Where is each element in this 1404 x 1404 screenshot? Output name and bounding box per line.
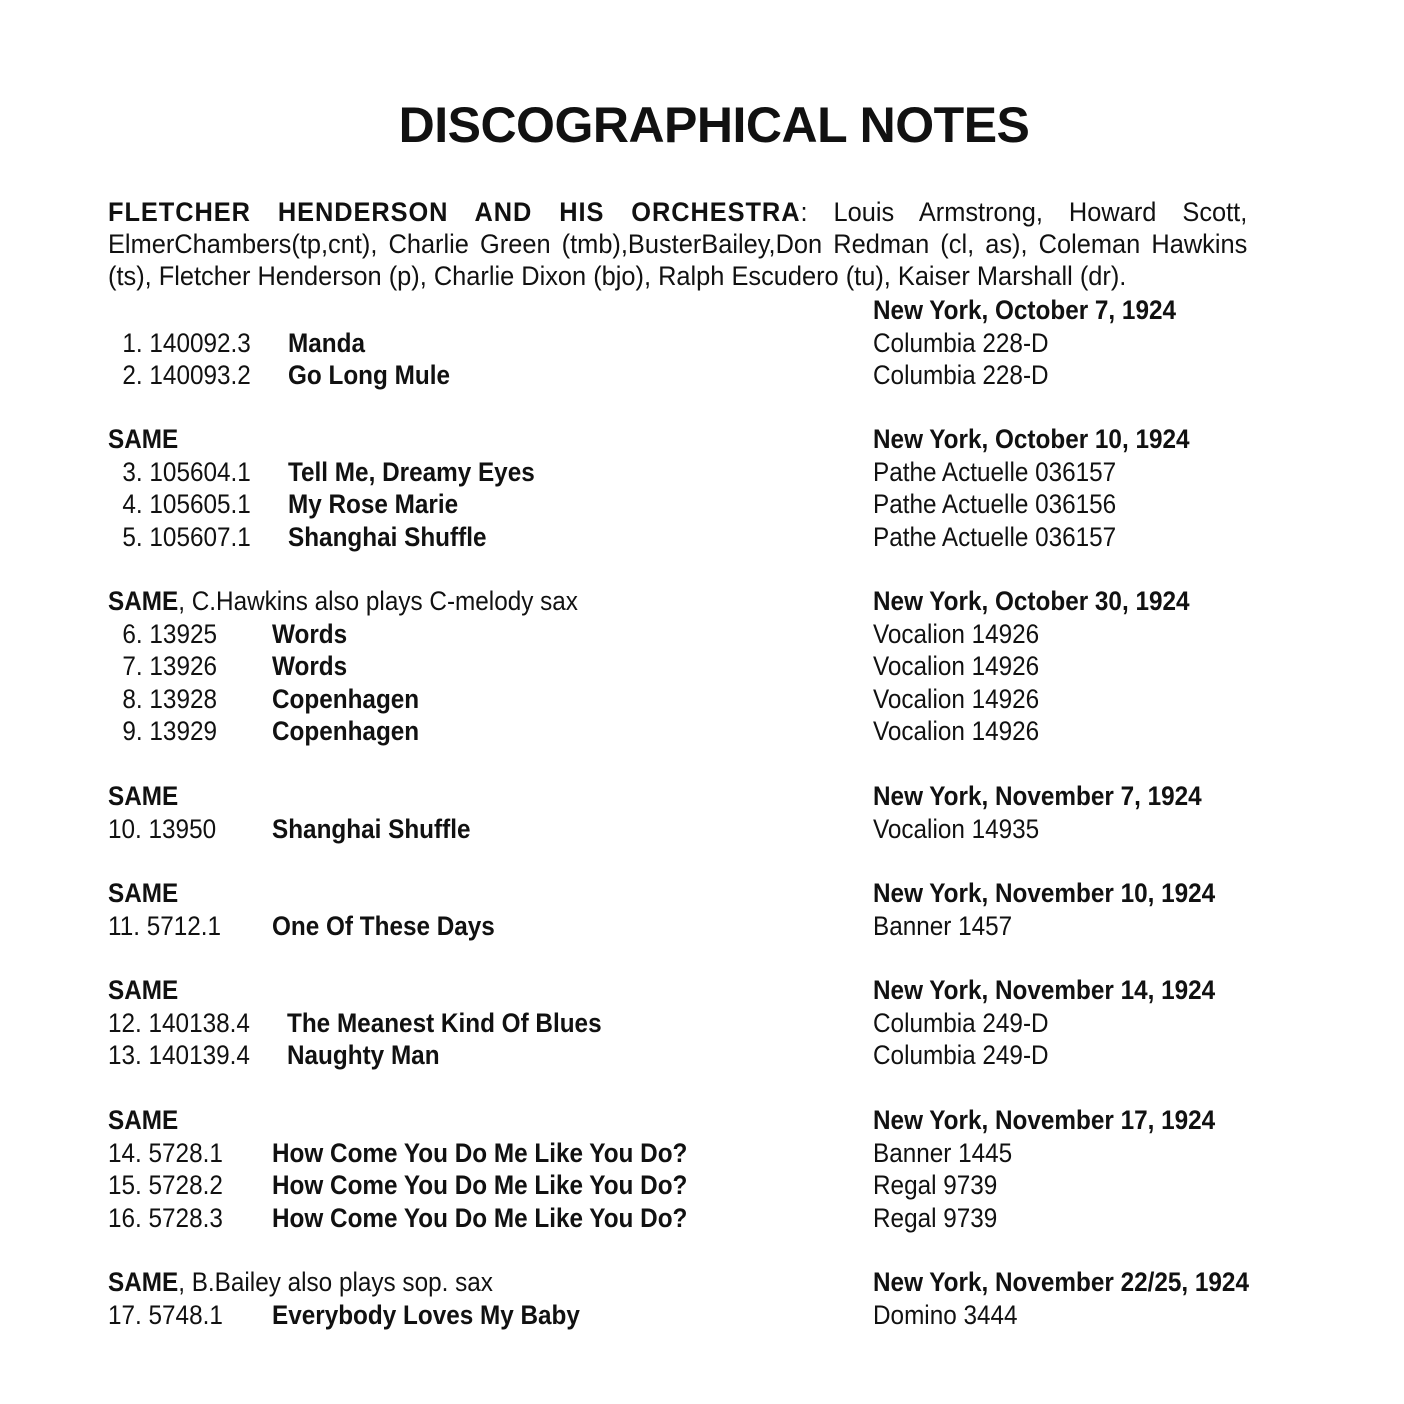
track-matrix-number: 3. 105604.1 [122,456,251,487]
track-row [0,715,1404,748]
track-row [0,456,1404,489]
track-matrix-number: 6. 13925 [122,618,217,649]
track-matrix-number: 11. 5712.1 [108,910,222,941]
track-entry [108,1202,738,1234]
track-title: Copenhagen [271,683,420,714]
session-header [0,877,1404,910]
track-issue: Pathe Actuelle 036156 [873,489,1117,519]
track-title: One Of These Days [271,910,495,941]
personnel-list: : Louis Armstrong, Howard Scott, ElmerChambers(tp,cnt), Charlie Green (tmb),BusterBailey,Don Redman (cl, as), Coleman Hawkins (ts), Fletcher Henderson (p), Charlie Dixon (bjo), Ralph Escudero (tu), Kaiser Marshall (dr). [108,197,1248,291]
page-title: DISCOGRAPHICAL NOTES [398,97,1030,153]
track-title: Manda [288,327,365,358]
track-issue: Vocalion 14926 [873,651,1040,681]
session-place-date: New York, November 7, 1924 [873,781,1202,811]
track-title: How Come You Do Me Like You Do? [271,1202,688,1233]
track-matrix-number: 17. 5748.1 [108,1299,223,1330]
track-title: The Meanest Kind Of Blues [286,1007,602,1038]
track-row [0,683,1404,716]
band-name: FLETCHER HENDERSON AND HIS ORCHESTRA [108,197,801,227]
track-entry [108,1039,738,1071]
track-title: Go Long Mule [288,360,450,390]
track-matrix-number: 1. 140092.3 [122,327,251,358]
track-row [0,1137,1404,1170]
track-entry [108,327,738,359]
same-label: SAME [108,424,179,454]
session-block [0,877,1404,942]
session-block [0,294,1404,392]
track-row [0,327,1404,360]
track-entry [108,488,738,520]
track-row [0,488,1404,521]
track-entry [108,521,738,553]
track-entry [108,1007,738,1039]
track-title: Everybody Loves My Baby [271,1299,580,1330]
session-personnel-note [108,1104,178,1136]
track-matrix-number: 16. 5728.3 [108,1202,223,1233]
track-entry [108,359,738,391]
session-place-date: New York, October 30, 1924 [873,586,1190,616]
same-label: SAME [108,781,179,811]
track-title: Copenhagen [271,716,420,746]
track-matrix-number: 2. 140093.2 [122,360,251,390]
track-row [0,1039,1404,1072]
track-matrix-number: 5. 105607.1 [122,521,251,552]
track-matrix-number: 7. 13926 [122,651,217,681]
session-personnel-note [108,423,178,455]
track-row [0,1202,1404,1235]
track-matrix-number: 15. 5728.2 [108,1170,223,1200]
session-block [0,1104,1404,1234]
track-issue: Columbia 228-D [873,360,1049,390]
session-place-date: New York, October 10, 1924 [873,424,1190,454]
session-place-date: New York, November 14, 1924 [873,975,1216,1005]
session-place-date: New York, November 17, 1924 [873,1105,1216,1135]
track-matrix-number: 4. 105605.1 [122,489,251,519]
personnel-paragraph [108,196,1247,292]
track-issue: Banner 1457 [873,910,1013,941]
session-place-date: New York, October 7, 1924 [873,295,1176,325]
track-matrix-number: 9. 13929 [122,716,217,746]
track-row [0,1299,1404,1332]
track-matrix-number: 12. 140138.4 [108,1007,250,1038]
track-row [0,1169,1404,1202]
track-row [0,910,1404,943]
track-title: Shanghai Shuffle [288,521,487,552]
track-entry [108,650,738,682]
track-title: Tell Me, Dreamy Eyes [288,456,535,487]
session-personnel-note [108,780,178,812]
track-row [0,359,1404,392]
track-issue: Pathe Actuelle 036157 [873,456,1117,487]
track-issue: Columbia 249-D [873,1040,1049,1070]
track-title: Words [271,651,348,681]
track-title: How Come You Do Me Like You Do? [271,1137,688,1168]
track-issue: Columbia 228-D [873,327,1049,358]
track-title: How Come You Do Me Like You Do? [271,1170,688,1200]
track-row [0,618,1404,651]
session-place-date: New York, November 10, 1924 [873,878,1216,908]
track-matrix-number: 8. 13928 [122,683,217,714]
track-issue: Regal 9739 [873,1202,998,1233]
track-issue: Vocalion 14926 [873,716,1040,746]
session-block [0,1266,1404,1331]
session-block [0,585,1404,748]
track-issue: Columbia 249-D [873,1007,1049,1038]
track-matrix-number: 14. 5728.1 [108,1137,223,1168]
session-header [0,780,1404,813]
session-block [0,974,1404,1072]
track-row [0,1007,1404,1040]
session-personnel-note [108,585,578,617]
track-issue: Vocalion 14926 [873,683,1040,714]
session-header [0,1266,1404,1299]
same-label: SAME [108,1105,179,1135]
session-personnel-note [108,1266,493,1298]
session-personnel-note [108,974,178,1006]
session-note: , C.Hawkins also plays C-melody sax [178,586,578,616]
track-row [0,813,1404,846]
track-title: Shanghai Shuffle [271,813,471,844]
track-row [0,521,1404,554]
session-place-date: New York, November 22/25, 1924 [873,1267,1249,1297]
session-header [0,294,1404,327]
track-matrix-number: 13. 140139.4 [108,1040,250,1070]
same-label: SAME [108,878,179,908]
track-title: My Rose Marie [288,489,459,519]
session-header [0,1104,1404,1137]
session-header [0,585,1404,618]
track-entry [108,1169,738,1201]
track-entry [108,715,738,747]
track-entry [108,1137,738,1169]
same-label: SAME [108,586,179,616]
session-header [0,974,1404,1007]
track-entry [108,1299,738,1331]
track-issue: Banner 1445 [873,1137,1013,1168]
track-issue: Pathe Actuelle 036157 [873,521,1117,552]
session-header [0,423,1404,456]
track-issue: Regal 9739 [873,1170,998,1200]
session-personnel-note [108,877,178,909]
track-entry [108,910,738,942]
same-label: SAME [108,975,179,1005]
session-block [0,423,1404,553]
track-title: Naughty Man [286,1040,440,1070]
track-issue: Domino 3444 [873,1299,1018,1330]
same-label: SAME [108,1267,179,1297]
track-entry [108,456,738,488]
session-note: , B.Bailey also plays sop. sax [178,1267,493,1297]
track-row [0,650,1404,683]
session-block [0,780,1404,845]
track-issue: Vocalion 14935 [873,813,1040,844]
track-entry [108,618,738,650]
track-entry [108,813,738,845]
track-matrix-number: 10. 13950 [108,813,217,844]
track-entry [108,683,738,715]
track-title: Words [271,618,348,649]
track-issue: Vocalion 14926 [873,618,1040,649]
